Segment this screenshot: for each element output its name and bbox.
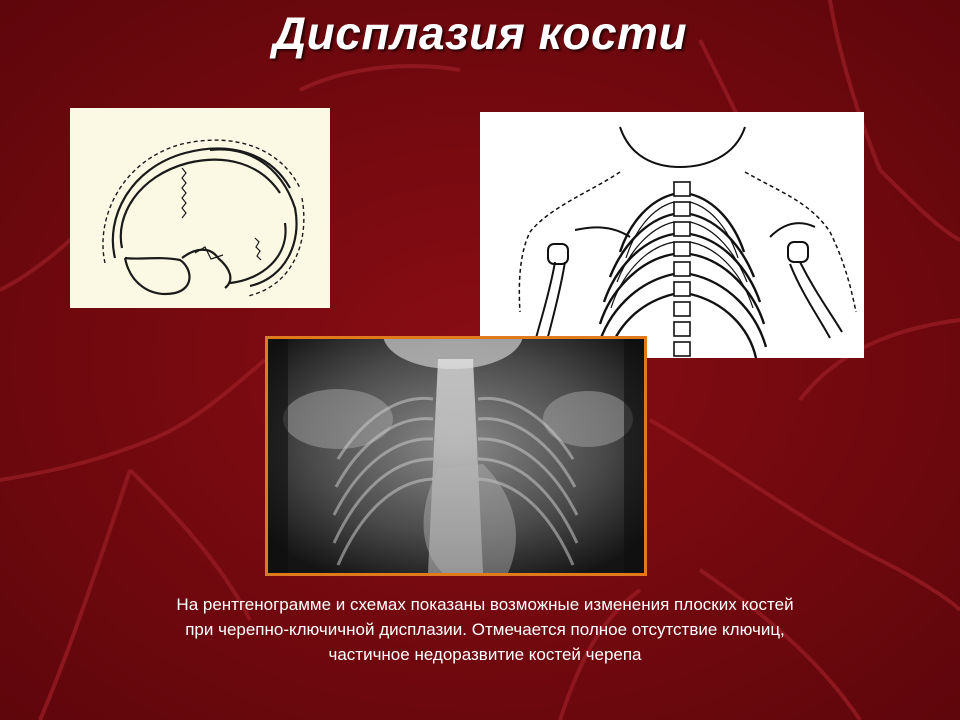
caption-line-1: На рентгенограмме и схемах показаны возможные изменения плоских костей (176, 595, 794, 614)
slide-title: Дисплазия кости (272, 7, 688, 59)
skull-diagram (70, 108, 330, 308)
caption-line-3: частичное недоразвитие костей черепа (328, 645, 642, 664)
caption-line-2: при черепно-ключичной дисплазии. Отмечается полное отсутствие ключиц, (185, 620, 785, 639)
chest-xray-image (265, 336, 647, 576)
slide-caption (100, 592, 870, 667)
thorax-diagram (480, 112, 864, 358)
